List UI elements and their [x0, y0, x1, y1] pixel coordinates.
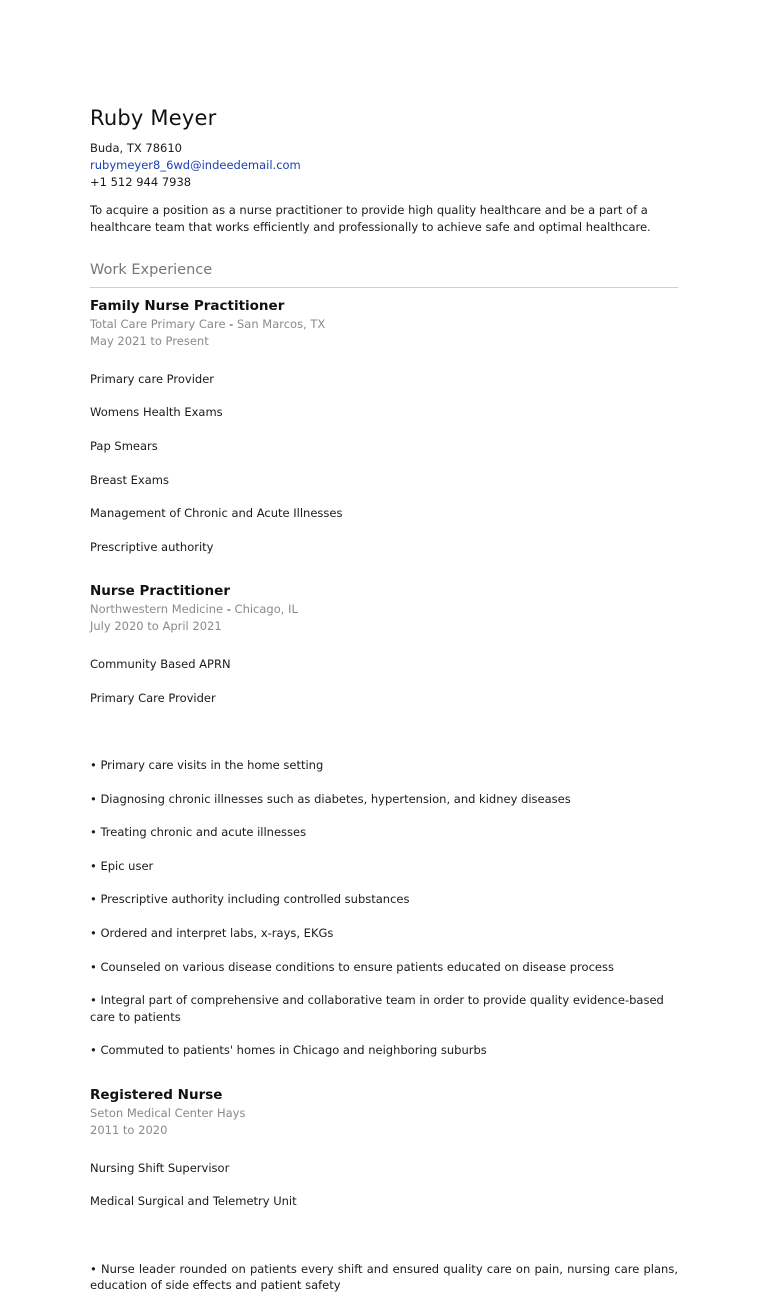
- job-dates: July 2020 to April 2021: [90, 618, 222, 633]
- description-line: Primary Care Provider: [90, 690, 216, 705]
- job-description: [90, 639, 678, 1076]
- employer-location-separator: -: [225, 317, 237, 331]
- description-line: Management of Chronic and Acute Illnesses: [90, 506, 343, 521]
- bullet-item: • Diagnosing chronic illnesses such as diabetes, hypertension, and kidney diseases: [90, 791, 571, 806]
- job-location: San Marcos, TX: [237, 317, 326, 331]
- bullet-item: • Ordered and interpret labs, x-rays, EKGs: [90, 925, 334, 940]
- bullet-item: • Prescriptive authority including controlled substances: [90, 892, 410, 907]
- job-employer-line: [90, 601, 678, 618]
- summary-text: To acquire a position as a nurse practitioner to provide high quality healthcare and be a part of a healthcare team that works efficiently and professionally to achieve safe and optimal healthcare.: [90, 203, 651, 234]
- job-employer: Northwestern Medicine: [90, 602, 224, 617]
- description-line: Breast Exams: [90, 472, 169, 487]
- bullet-item: • Commuted to patients' homes in Chicago and neighboring suburbs: [90, 1043, 487, 1058]
- job-description: [90, 1143, 678, 1311]
- section-divider: [90, 287, 678, 288]
- description-line: Nursing Shift Supervisor: [90, 1160, 230, 1175]
- description-line: Womens Health Exams: [90, 405, 223, 420]
- description-line: Pap Smears: [90, 438, 158, 453]
- job-dates: 2011 to 2020: [90, 1122, 168, 1137]
- blank-line: [90, 1227, 678, 1244]
- bullet-item: • Primary care visits in the home setting: [90, 757, 324, 772]
- bullet-item: • Nurse leader rounded on patients every shift and ensured quality care on pain, nursing care plans, education of side effects and patient safety: [90, 1261, 678, 1293]
- section-heading-work-experience: Work Experience: [90, 262, 213, 278]
- bullet-item: • Treating chronic and acute illnesses: [90, 825, 307, 840]
- job-title: Registered Nurse: [90, 1087, 223, 1104]
- employer-location-separator: -: [223, 602, 235, 617]
- blank-line: [90, 723, 678, 740]
- job-description: [90, 354, 678, 572]
- bullet-item: • Epic user: [90, 858, 154, 873]
- job-employer: Total Care Primary Care: [90, 317, 226, 331]
- job-entry: [90, 1086, 678, 1311]
- description-line: Community Based APRN: [90, 657, 231, 672]
- job-entry: [90, 582, 678, 1076]
- job-employer-line: [90, 316, 678, 333]
- bullet-item: • Integral part of comprehensive and collaborative team in order to provide quality evidence-based care to patients: [90, 993, 664, 1024]
- job-dates: May 2021 to Present: [90, 333, 209, 348]
- job-location: Chicago, IL: [234, 602, 298, 617]
- description-line: Primary care Provider: [90, 371, 215, 386]
- job-employer: Seton Medical Center Hays: [90, 1106, 246, 1121]
- description-line: Medical Surgical and Telemetry Unit: [90, 1194, 297, 1209]
- contact-block: [90, 140, 301, 191]
- phone-text: +1 512 944 7938: [90, 175, 192, 189]
- candidate-name: Ruby Meyer: [90, 106, 217, 130]
- jobs-list: [90, 297, 678, 1311]
- job-employer-line: [90, 1105, 678, 1122]
- email-link[interactable]: rubymeyer8_6wd@indeedemail.com: [90, 158, 301, 172]
- job-entry: [90, 297, 678, 572]
- job-title: Nurse Practitioner: [90, 583, 230, 600]
- bullet-item: • Counseled on various disease conditions to ensure patients educated on disease process: [90, 959, 614, 974]
- job-title: Family Nurse Practitioner: [90, 298, 285, 314]
- location-text: Buda, TX 78610: [90, 141, 182, 155]
- description-line: Prescriptive authority: [90, 539, 214, 554]
